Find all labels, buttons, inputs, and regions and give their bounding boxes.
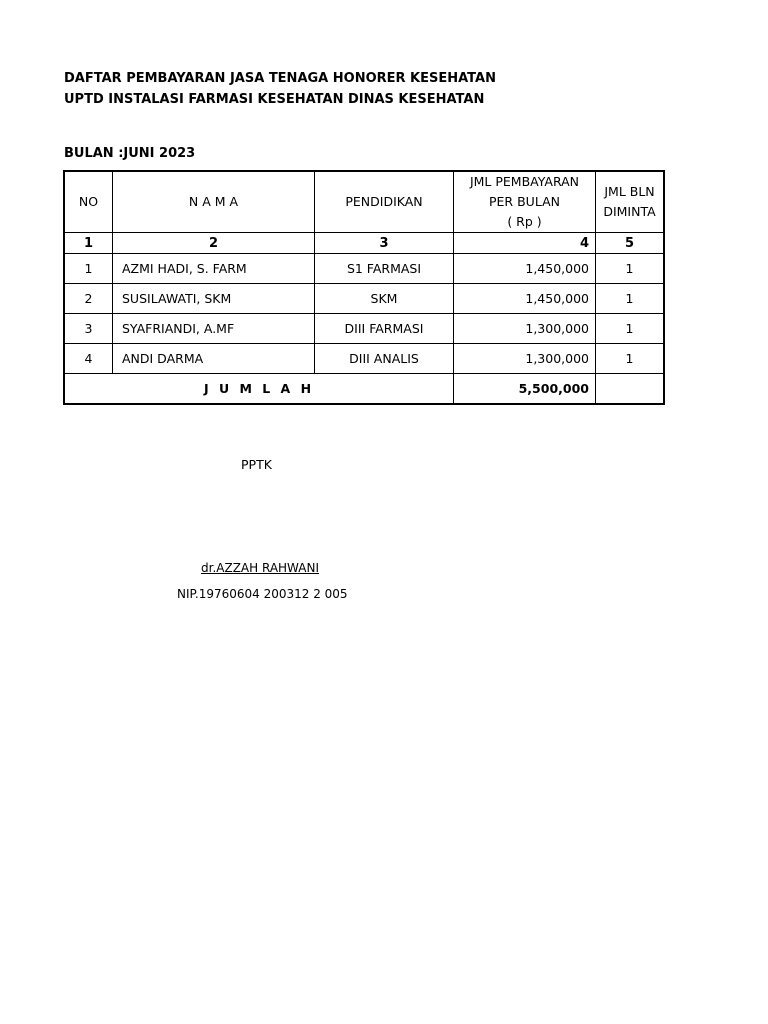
cell-nama: SUSILAWATI, SKM (113, 284, 315, 314)
header-nama (113, 171, 315, 233)
cell-nama: ANDI DARMA (113, 344, 315, 374)
cell-pendidikan: SKM (315, 284, 454, 314)
cell-pembayaran: 1,300,000 (454, 344, 596, 374)
column-number: 3 (315, 233, 454, 254)
table-row (64, 314, 664, 344)
table-row (64, 344, 664, 374)
signature-role: PPTK (241, 457, 272, 472)
cell-pembayaran: 1,450,000 (454, 254, 596, 284)
total-bulan (596, 374, 665, 405)
column-number: 5 (596, 233, 665, 254)
cell-nama: SYAFRIANDI, A.MF (113, 314, 315, 344)
header-pembayaran (454, 171, 596, 233)
document-title-line-1: DAFTAR PEMBAYARAN JASA TENAGA HONORER KESEHATAN (64, 71, 496, 86)
header-bulan-line-1: JML BLN (604, 184, 655, 199)
signatory-nip: NIP.19760604 200312 2 005 (177, 587, 348, 601)
table-header-row (64, 171, 664, 233)
column-number-row (64, 233, 664, 254)
header-no-line: NO (78, 194, 99, 209)
cell-pendidikan: DIII FARMASI (315, 314, 454, 344)
cell-pendidikan: S1 FARMASI (315, 254, 454, 284)
column-number: 1 (64, 233, 113, 254)
cell-bulan: 1 (596, 284, 665, 314)
header-bulan (596, 171, 665, 233)
header-bulan-line-2: DIMINTA (603, 204, 656, 219)
cell-no: 3 (64, 314, 113, 344)
header-pembayaran-line-2: PER BULAN (489, 194, 560, 209)
header-pendidikan (315, 171, 454, 233)
column-number: 2 (113, 233, 315, 254)
signatory-name: dr.AZZAH RAHWANI (201, 561, 319, 575)
cell-no: 2 (64, 284, 113, 314)
table-row (64, 284, 664, 314)
cell-pembayaran: 1,450,000 (454, 284, 596, 314)
cell-no: 4 (64, 344, 113, 374)
cell-nama: AZMI HADI, S. FARM (113, 254, 315, 284)
payment-table (63, 170, 665, 405)
cell-bulan: 1 (596, 254, 665, 284)
header-pendidikan-line: PENDIDIKAN (345, 194, 423, 209)
cell-no: 1 (64, 254, 113, 284)
total-label: J U M L A H (64, 374, 454, 405)
document-title-line-2: UPTD INSTALASI FARMASI KESEHATAN DINAS KESEHATAN (64, 92, 485, 107)
header-pembayaran-line-3: ( Rp ) (507, 214, 542, 229)
total-value: 5,500,000 (454, 374, 596, 405)
table-row (64, 254, 664, 284)
cell-bulan: 1 (596, 314, 665, 344)
header-nama-line: N A M A (188, 194, 239, 209)
column-number: 4 (454, 233, 596, 254)
cell-pembayaran: 1,300,000 (454, 314, 596, 344)
cell-pendidikan: DIII ANALIS (315, 344, 454, 374)
total-row (64, 374, 664, 405)
header-pembayaran-line-1: JML PEMBAYARAN (469, 174, 580, 189)
header-no (64, 171, 113, 233)
cell-bulan: 1 (596, 344, 665, 374)
month-label: BULAN :JUNI 2023 (64, 146, 196, 161)
